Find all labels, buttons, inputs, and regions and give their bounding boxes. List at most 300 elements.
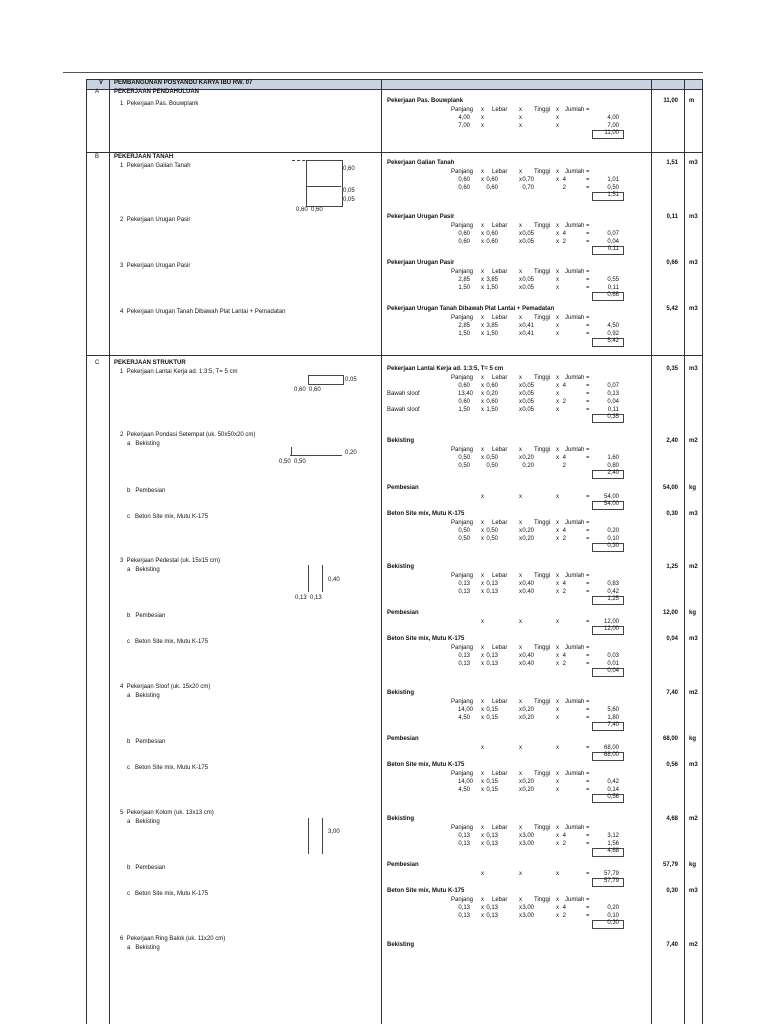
calc-header-cell: Lebar: [492, 771, 508, 777]
calc-header-cell: Tinggi: [534, 699, 551, 705]
calc-header-cell: Lebar: [492, 825, 508, 831]
calc-header-cell: Tinggi: [534, 447, 551, 453]
calc-cell: 0,13: [486, 913, 498, 919]
calc-cell: 0,13: [486, 589, 498, 595]
work-item-label: 3 Pekerjaan Urugan Pasir: [120, 263, 191, 269]
calc-cell: 0,20: [607, 528, 619, 534]
calc-cell: 0,60: [486, 177, 498, 183]
subtotal-value: 0,66: [607, 292, 619, 298]
calc-cell: x: [519, 239, 522, 245]
block-unit: m2: [689, 942, 698, 948]
work-item-label: c Beton Site mix, Mutu K-175: [127, 765, 209, 771]
calc-cell: =: [586, 653, 590, 659]
block-title: Bekisting: [387, 690, 415, 696]
calc-cell: x: [481, 494, 484, 500]
calc-cell: =: [586, 871, 590, 877]
calc-cell: 0,05: [522, 383, 534, 389]
calc-cell: 4: [562, 905, 566, 911]
calc-cell: 0,07: [607, 383, 619, 389]
calc-cell: 4,50: [458, 715, 470, 721]
calc-cell: x: [481, 407, 484, 413]
calc-cell: x: [519, 707, 522, 713]
calc-cell: x: [519, 115, 522, 121]
calc-cell: x: [556, 285, 559, 291]
calc-cell: 0,70: [522, 185, 534, 191]
calc-header-cell: Panjang: [451, 223, 474, 229]
calc-cell: x: [481, 661, 484, 667]
calc-cell: x: [556, 661, 559, 667]
block-unit: m3: [689, 366, 698, 372]
calc-cell: =: [586, 285, 590, 291]
calc-cell: 0,20: [522, 536, 534, 542]
calc-cell: 0,50: [458, 455, 470, 461]
calc-cell: 0,13: [486, 653, 498, 659]
calc-cell: =: [586, 185, 590, 191]
calc-cell: 0,60: [458, 231, 470, 237]
calc-header-cell: x: [519, 269, 522, 275]
calc-header-cell: Panjang: [451, 825, 474, 831]
calc-header-cell: Panjang: [451, 169, 474, 175]
calc-cell: =: [586, 383, 590, 389]
calc-cell: 0,50: [458, 463, 470, 469]
calc-cell: 0,60: [486, 239, 498, 245]
calc-cell: =: [586, 833, 590, 839]
calc-cell: 1,50: [458, 285, 470, 291]
block-unit: m3: [689, 260, 698, 266]
calc-cell: x: [481, 871, 484, 877]
calc-cell: 7,00: [458, 123, 470, 129]
calc-cell: x: [519, 455, 522, 461]
block-total: 7,40: [666, 690, 678, 696]
calc-cell: 14,00: [458, 779, 474, 785]
calc-cell: 0,42: [607, 589, 619, 595]
calc-cell: 0,13: [458, 661, 470, 667]
block-total: 0,04: [666, 636, 678, 642]
work-item-label: 1 Pekerjaan Galian Tanah: [120, 163, 191, 169]
calc-cell: 0,10: [607, 536, 619, 542]
subtotal-value: 7,40: [607, 722, 619, 728]
block-title: Beton Site mix, Mutu K-175: [387, 511, 465, 517]
calc-cell: x: [519, 123, 522, 129]
calc-cell: x: [481, 715, 484, 721]
calc-header-cell: x: [481, 771, 484, 777]
calc-header-cell: =: [586, 771, 590, 777]
calc-header-cell: =: [586, 447, 590, 453]
grid-line: [684, 79, 685, 1024]
calc-header-cell: x: [519, 699, 522, 705]
calc-cell: 1,50: [486, 285, 498, 291]
calc-header-cell: =: [586, 573, 590, 579]
calc-cell: =: [586, 455, 590, 461]
calc-header-cell: x: [556, 825, 559, 831]
calc-cell: x: [556, 715, 559, 721]
calc-cell: =: [586, 239, 590, 245]
calc-cell: 1,01: [607, 177, 619, 183]
calc-header-cell: x: [556, 447, 559, 453]
calc-header-cell: =: [586, 269, 590, 275]
calc-header-cell: Panjang: [451, 897, 474, 903]
block-total: 11,00: [663, 98, 678, 104]
calc-cell: x: [556, 115, 559, 121]
calc-header-cell: Lebar: [492, 315, 508, 321]
calc-header-cell: x: [481, 375, 484, 381]
calc-cell: x: [556, 913, 559, 919]
calc-cell: 1,60: [607, 455, 619, 461]
calc-cell: x: [519, 787, 522, 793]
calc-cell: 0,05: [522, 407, 534, 413]
block-unit: m: [689, 98, 695, 104]
calc-cell: 2: [562, 463, 566, 469]
work-item-label: 2 Pekerjaan Pondasi Setempat (uk. 50x50x20 cm): [120, 432, 256, 438]
calc-cell: 0,50: [486, 455, 498, 461]
calc-cell: 0,80: [607, 463, 619, 469]
calc-cell: 0,50: [458, 536, 470, 542]
calc-cell: x: [556, 581, 559, 587]
calc-cell: x: [556, 787, 559, 793]
calc-header-cell: x: [481, 223, 484, 229]
calc-cell: 3,00: [522, 841, 534, 847]
calc-header-cell: x: [519, 447, 522, 453]
calc-cell: 0,50: [458, 528, 470, 534]
calc-header-cell: Tinggi: [534, 169, 551, 175]
calc-cell: =: [586, 323, 590, 329]
calc-cell: 0,60: [486, 383, 498, 389]
subtotal-value: 0,11: [607, 246, 619, 252]
block-title: Bekisting: [387, 438, 415, 444]
calc-header-cell: x: [519, 223, 522, 229]
calc-cell: 0,01: [607, 661, 619, 667]
block-unit: m2: [689, 438, 698, 444]
calc-header-cell: x: [556, 315, 559, 321]
calc-cell: =: [586, 745, 590, 751]
calc-cell: 0,41: [522, 323, 534, 329]
calc-cell: x: [556, 323, 559, 329]
calc-cell: 1,56: [607, 841, 619, 847]
calc-cell: =: [586, 619, 590, 625]
block-total: 0,35: [666, 366, 678, 372]
calc-cell: 54,00: [603, 494, 619, 500]
subtotal-value: 11,00: [604, 130, 619, 136]
block-title: Pembesian: [387, 485, 419, 491]
calc-cell: x: [481, 536, 484, 542]
block-total: 5,42: [666, 306, 678, 312]
calc-cell: x: [556, 745, 559, 751]
calc-cell: =: [586, 494, 590, 500]
calc-cell: x: [519, 383, 522, 389]
calc-header-cell: Tinggi: [534, 645, 551, 651]
calc-header-cell: Tinggi: [534, 520, 551, 526]
calc-cell: 0,40: [522, 653, 534, 659]
work-item-label: a Bekisting: [127, 441, 160, 447]
calc-header-cell: Jumlah: [565, 771, 585, 777]
calc-cell: =: [586, 528, 590, 534]
calc-header-cell: Jumlah: [565, 447, 585, 453]
calc-cell: 2: [562, 239, 566, 245]
calc-cell: 0,13: [458, 653, 470, 659]
block-total: 12,00: [662, 610, 678, 616]
dimension-label: 0,60 0,60: [296, 207, 323, 213]
row-label: Bawah sloof: [387, 407, 420, 413]
calc-cell: 4: [562, 528, 566, 534]
calc-cell: x: [481, 323, 484, 329]
calc-cell: =: [586, 787, 590, 793]
calc-cell: 0,50: [607, 185, 619, 191]
dimension-label: 0,60 0,60: [294, 387, 321, 393]
block-total: 0,66: [666, 260, 678, 266]
calc-cell: 1,50: [458, 331, 470, 337]
calc-cell: 0,05: [522, 285, 534, 291]
calc-cell: x: [481, 528, 484, 534]
grid-line: [86, 79, 87, 1024]
calc-cell: 0,13: [458, 581, 470, 587]
calc-cell: =: [586, 231, 590, 237]
calc-cell: 0,13: [458, 905, 470, 911]
calc-cell: 14,00: [458, 707, 474, 713]
calc-cell: 0,20: [522, 779, 534, 785]
calc-cell: x: [481, 707, 484, 713]
subtotal-value: 5,42: [607, 338, 619, 344]
calc-header-cell: x: [556, 169, 559, 175]
calc-cell: x: [519, 391, 522, 397]
dimension-label: 0,60: [343, 166, 355, 172]
calc-cell: 0,04: [607, 399, 619, 405]
header-title: PEMBANGUNAN POSYANDU KARYA IBU RW. 07: [114, 80, 253, 86]
calc-cell: 0,40: [522, 581, 534, 587]
calc-header-cell: Tinggi: [534, 825, 551, 831]
calc-cell: =: [586, 841, 590, 847]
calc-cell: 0,15: [486, 779, 498, 785]
calc-cell: x: [556, 528, 559, 534]
calc-cell: x: [481, 779, 484, 785]
subtotal-value: 0,30: [607, 543, 619, 549]
calc-header-cell: x: [481, 169, 484, 175]
calc-cell: 0,15: [486, 715, 498, 721]
grid-line: [381, 79, 382, 1024]
section-title: PEKERJAAN STRUKTUR: [114, 360, 186, 366]
work-item-label: 4 Pekerjaan Sloof (uk. 15x20 cm): [120, 684, 211, 690]
calc-header-cell: Lebar: [492, 645, 508, 651]
block-unit: m3: [689, 636, 698, 642]
calc-cell: 2: [562, 589, 566, 595]
calc-header-cell: Panjang: [451, 269, 474, 275]
calc-header-cell: Panjang: [451, 771, 474, 777]
calc-cell: x: [556, 589, 559, 595]
section-separator: [86, 355, 703, 356]
calc-cell: x: [556, 391, 559, 397]
subtotal-value: 54,00: [603, 501, 619, 507]
calc-cell: x: [556, 239, 559, 245]
block-title: Pekerjaan Pas. Bouwplank: [387, 98, 464, 104]
calc-header-cell: Panjang: [451, 375, 474, 381]
calc-cell: x: [519, 407, 522, 413]
calc-cell: 4: [562, 383, 566, 389]
block-title: Bekisting: [387, 816, 415, 822]
sketch-line: [322, 818, 323, 854]
calc-cell: x: [481, 841, 484, 847]
calc-header-cell: =: [586, 825, 590, 831]
calc-header-cell: x: [481, 107, 484, 113]
calc-cell: x: [556, 399, 559, 405]
calc-cell: x: [481, 455, 484, 461]
calc-header-cell: Lebar: [492, 169, 508, 175]
calc-cell: 0,60: [486, 399, 498, 405]
calc-cell: 2,85: [458, 277, 470, 283]
calc-cell: 0,42: [607, 779, 619, 785]
calc-header-cell: x: [519, 897, 522, 903]
calc-header-cell: x: [481, 573, 484, 579]
calc-cell: 0,15: [486, 787, 498, 793]
block-total: 1,25: [666, 564, 678, 570]
calc-cell: =: [586, 589, 590, 595]
calc-header-cell: Lebar: [492, 107, 508, 113]
calc-header-cell: =: [586, 107, 590, 113]
calc-cell: x: [519, 779, 522, 785]
calc-header-cell: =: [586, 315, 590, 321]
calc-cell: 0,14: [607, 787, 619, 793]
block-title: Bekisting: [387, 564, 415, 570]
calc-header-cell: Panjang: [451, 645, 474, 651]
calc-cell: x: [481, 331, 484, 337]
block-title: Pekerjaan Urugan Pasir: [387, 214, 455, 220]
calc-header-cell: Jumlah: [565, 699, 585, 705]
calc-cell: 0,50: [486, 536, 498, 542]
calc-cell: x: [481, 787, 484, 793]
section-letter: B: [95, 154, 100, 160]
calc-cell: =: [586, 399, 590, 405]
calc-cell: x: [556, 177, 559, 183]
dimension-label: 0,20: [345, 450, 357, 456]
work-item-label: 1 Pekerjaan Pas. Bouwplank: [120, 101, 199, 107]
block-total: 54,00: [662, 485, 678, 491]
block-unit: m3: [689, 762, 698, 768]
calc-cell: x: [481, 581, 484, 587]
calc-cell: 0,60: [486, 231, 498, 237]
grid-line: [702, 79, 703, 1024]
work-item-label: 6 Pekerjaan Ring Balok (uk. 11x20 cm): [120, 936, 226, 942]
calc-cell: =: [586, 913, 590, 919]
calc-cell: 0,13: [486, 833, 498, 839]
calc-cell: x: [519, 581, 522, 587]
block-unit: m3: [689, 888, 698, 894]
calc-header-cell: =: [586, 169, 590, 175]
work-item-label: c Beton Site mix, Mutu K-175: [127, 639, 209, 645]
block-title: Beton Site mix, Mutu K-175: [387, 762, 465, 768]
calc-cell: 0,20: [607, 905, 619, 911]
subtotal-value: 1,25: [607, 596, 619, 602]
block-unit: m2: [689, 816, 698, 822]
calc-cell: 0,40: [522, 589, 534, 595]
sketch-line: [306, 186, 341, 187]
calc-cell: 0,05: [522, 277, 534, 283]
calc-cell: 0,13: [486, 905, 498, 911]
work-item-label: c Beton Site mix, Mutu K-175: [127, 514, 209, 520]
calc-cell: x: [481, 391, 484, 397]
calc-header-cell: Lebar: [492, 223, 508, 229]
calc-cell: x: [481, 123, 484, 129]
calc-header-cell: Jumlah: [565, 269, 585, 275]
calc-header-cell: Jumlah: [565, 825, 585, 831]
column-sketch: [308, 818, 309, 854]
calc-cell: 0,55: [607, 277, 619, 283]
calc-cell: x: [556, 833, 559, 839]
calc-cell: 0,60: [458, 399, 470, 405]
row-label: Bawah sloof: [387, 391, 420, 397]
calc-cell: 0,60: [458, 383, 470, 389]
calc-cell: 3,00: [522, 833, 534, 839]
pedestal-sketch: [308, 565, 309, 592]
calc-cell: 4,50: [458, 787, 470, 793]
calc-cell: 4: [562, 833, 566, 839]
calc-cell: x: [481, 231, 484, 237]
calc-header-cell: Lebar: [492, 269, 508, 275]
block-title: Pekerjaan Urugan Pasir: [387, 260, 455, 266]
calc-cell: x: [556, 277, 559, 283]
calc-cell: 0,40: [522, 661, 534, 667]
calc-cell: x: [556, 383, 559, 389]
calc-cell: x: [481, 177, 484, 183]
calc-cell: 3,85: [486, 323, 498, 329]
calc-cell: x: [481, 905, 484, 911]
calc-header-cell: x: [519, 645, 522, 651]
calc-header-cell: x: [519, 771, 522, 777]
excavation-sketch: [306, 160, 343, 207]
calc-cell: 0,41: [522, 331, 534, 337]
calc-cell: =: [586, 177, 590, 183]
block-title: Pekerjaan Galian Tanah: [387, 160, 455, 166]
calc-cell: 0,20: [522, 528, 534, 534]
calc-header-cell: =: [586, 645, 590, 651]
calc-cell: =: [586, 707, 590, 713]
calc-cell: x: [556, 494, 559, 500]
block-total: 0,30: [666, 888, 678, 894]
calc-cell: =: [586, 661, 590, 667]
calc-cell: =: [586, 905, 590, 911]
calc-cell: =: [586, 581, 590, 587]
calc-header-cell: x: [519, 520, 522, 526]
calc-cell: x: [481, 115, 484, 121]
block-unit: m3: [689, 511, 698, 517]
dimension-label: 3,00: [328, 829, 340, 835]
calc-header-cell: x: [481, 520, 484, 526]
calc-cell: 3,00: [522, 913, 534, 919]
work-item-label: 1 Pekerjaan Lantai Kerja ad. 1:3:5, T= 5 cm: [120, 369, 238, 375]
calc-cell: x: [519, 833, 522, 839]
calc-header-cell: x: [519, 573, 522, 579]
dimension-label: 0,05: [345, 377, 357, 383]
calc-cell: 0,03: [607, 653, 619, 659]
calc-cell: 0,60: [458, 185, 470, 191]
block-unit: kg: [689, 610, 697, 616]
block-total: 0,30: [666, 511, 678, 517]
subtotal-value: 0,30: [607, 920, 619, 926]
calc-cell: x: [519, 285, 522, 291]
calc-cell: 1,50: [486, 331, 498, 337]
calc-header-cell: x: [556, 269, 559, 275]
calc-header-cell: x: [481, 269, 484, 275]
calc-header-cell: Jumlah: [565, 223, 585, 229]
calc-header-cell: x: [481, 447, 484, 453]
subtotal-value: 1,51: [607, 192, 619, 198]
block-total: 57,79: [662, 862, 678, 868]
dimension-label: 0,05: [343, 188, 355, 194]
work-item-label: 3 Pekerjaan Pedestal (uk. 15x15 cm): [120, 558, 221, 564]
calc-cell: x: [556, 871, 559, 877]
calc-header-cell: x: [481, 825, 484, 831]
calc-cell: x: [519, 653, 522, 659]
calc-cell: 2: [562, 536, 566, 542]
calc-cell: 1,50: [486, 407, 498, 413]
calc-cell: x: [481, 277, 484, 283]
